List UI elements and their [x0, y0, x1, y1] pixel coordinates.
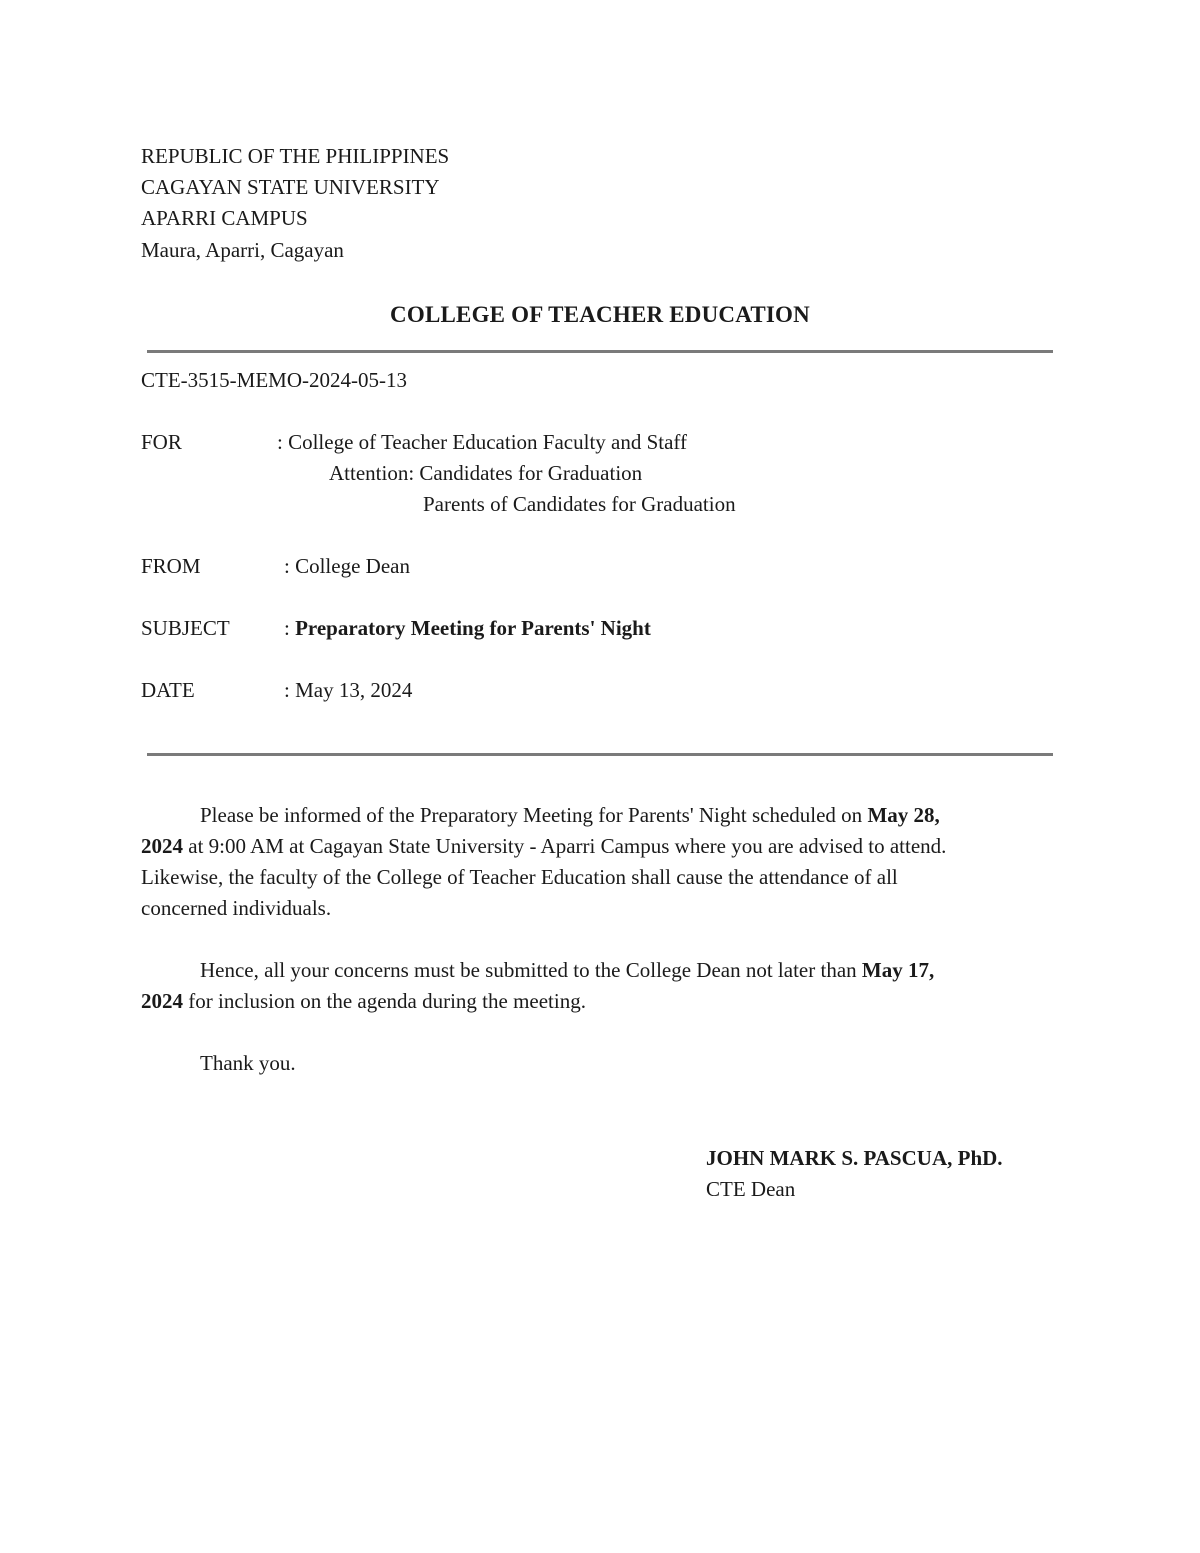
p1-date-bold-1: May 28,	[867, 803, 940, 827]
date-value: : May 13, 2024	[284, 678, 413, 702]
p2-date-bold-2: 2024	[141, 989, 183, 1013]
for-label: FOR	[141, 430, 182, 454]
subject-colon: :	[284, 616, 290, 640]
memo-number: CTE-3515-MEMO-2024-05-13	[141, 368, 407, 392]
subject-value: Preparatory Meeting for Parents' Night	[295, 616, 651, 640]
p1-date-bold-2: 2024	[141, 834, 183, 858]
paragraph-1-line-3: Likewise, the faculty of the College of Teacher Education shall cause the attendance of all	[141, 865, 898, 889]
attention-line: Attention: Candidates for Graduation	[329, 461, 643, 485]
subject-value-wrap	[284, 618, 651, 639]
signatory-name: JOHN MARK S. PASCUA, PhD.	[706, 1146, 1003, 1170]
date-label: DATE	[141, 678, 195, 702]
signatory-title: CTE Dean	[706, 1177, 796, 1201]
header-university: CAGAYAN STATE UNIVERSITY	[141, 175, 440, 199]
closing-thanks: Thank you.	[200, 1051, 296, 1075]
top-divider	[147, 350, 1053, 353]
p2-date-bold-1: May 17,	[861, 958, 935, 982]
from-value: : College Dean	[284, 554, 410, 578]
bottom-divider	[147, 753, 1053, 756]
paragraph-1-line-4: concerned individuals.	[141, 896, 332, 920]
p1-text-a: Please be informed of the Preparatory Meeting for Parents' Night scheduled on	[200, 803, 868, 827]
p1-text-b: at 9:00 AM at Cagayan State University - Aparri Campus where you are advised to attend.	[183, 834, 947, 858]
paragraph-1-line-1	[200, 805, 940, 826]
college-title: COLLEGE OF TEACHER EDUCATION	[390, 302, 810, 327]
from-label: FROM	[141, 554, 201, 578]
subject-label: SUBJECT	[141, 616, 230, 640]
p2-text-b: for inclusion on the agenda during the meeting.	[183, 989, 586, 1013]
attention-line-2: Parents of Candidates for Graduation	[423, 492, 736, 516]
header-address: Maura, Aparri, Cagayan	[141, 238, 344, 262]
header-campus: APARRI CAMPUS	[141, 206, 308, 230]
header-republic: REPUBLIC OF THE PHILIPPINES	[141, 144, 450, 168]
p2-text-a: Hence, all your concerns must be submitted to the College Dean not later than	[200, 958, 862, 982]
for-value: : College of Teacher Education Faculty and Staff	[277, 430, 688, 454]
paragraph-2-line-1	[200, 960, 934, 981]
paragraph-1-line-2	[141, 836, 946, 857]
paragraph-2-line-2	[141, 991, 586, 1012]
